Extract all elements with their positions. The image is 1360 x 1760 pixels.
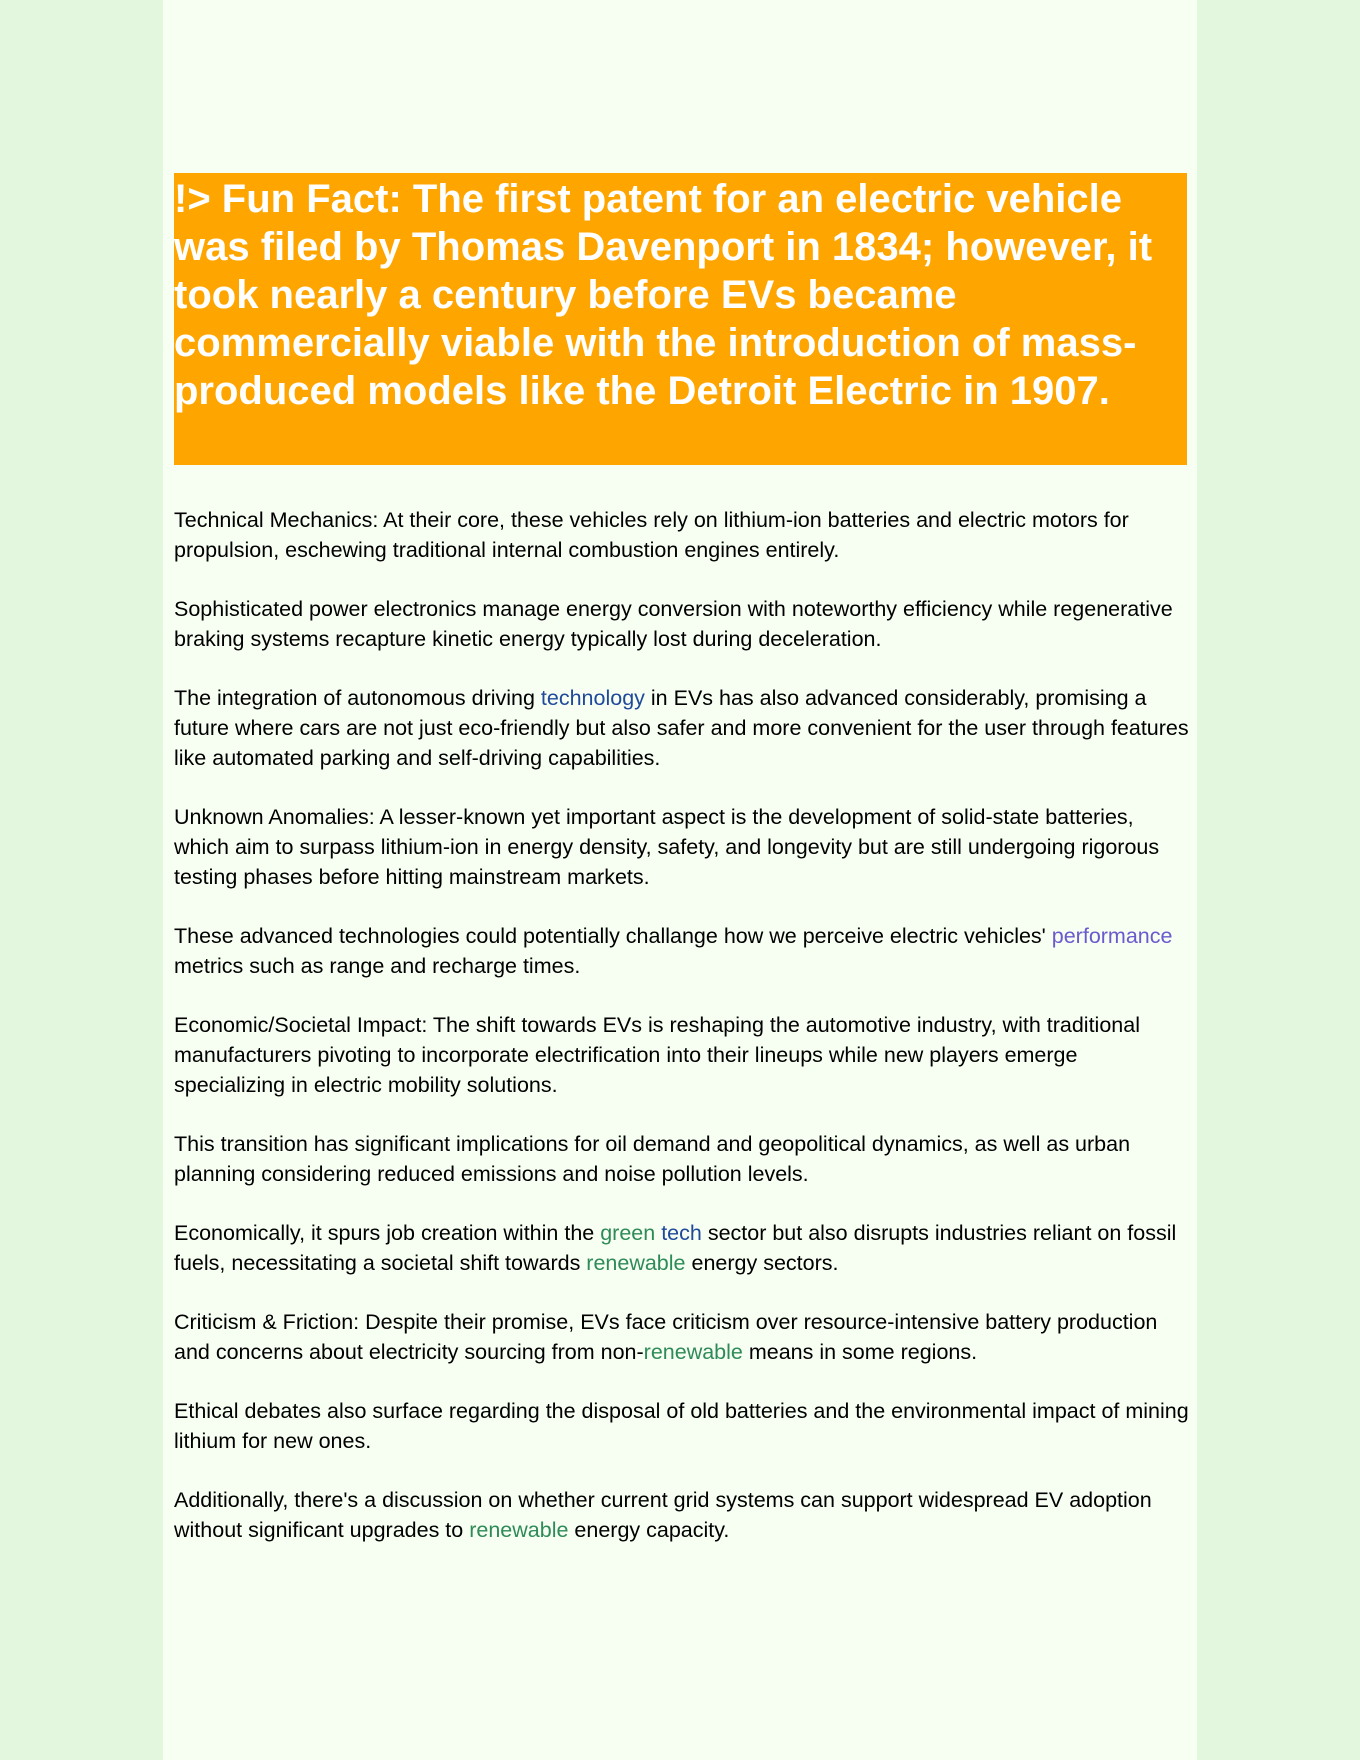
document-page — [163, 0, 1197, 1760]
paragraph-advanced-technologies — [174, 921, 1190, 981]
paragraph-text: Additionally, there's a discussion on whether current grid systems can support widespread EV adoption without significant upgrades to — [174, 1488, 1152, 1542]
fun-fact-callout — [174, 173, 1187, 465]
keyword-renewable: renewable — [586, 1251, 686, 1275]
paragraph-text: metrics such as range and recharge times. — [174, 954, 581, 978]
paragraph-criticism — [174, 1307, 1190, 1367]
keyword-renewable: renewable — [469, 1518, 569, 1542]
keyword-performance: performance — [1051, 924, 1173, 948]
paragraph-unknown-anomalies: Unknown Anomalies: A lesser-known yet important aspect is the development of solid-state batteries, which aim to surpass lithium-ion in energy density, safety, and longevity but are still undergoing rigorous testing phases before hitting mainstream markets. — [174, 805, 1160, 889]
paragraph-text: These advanced technologies could potentially challange how we perceive electric vehicles' — [174, 924, 1052, 948]
paragraph-text: energy capacity. — [568, 1518, 730, 1542]
paragraph-technical-mechanics: Technical Mechanics: At their core, these vehicles rely on lithium-ion batteries and electric motors for propulsion, eschewing traditional internal combustion engines entirely. — [174, 508, 1129, 562]
paragraph-text: means in some regions. — [742, 1340, 978, 1364]
paragraph-text: sector but also disrupts industries reliant on fossil fuels, necessitating a societal shift towards — [174, 1221, 1177, 1275]
paragraph-grid-systems — [174, 1485, 1190, 1545]
paragraph-ethical-debates: Ethical debates also surface regarding the disposal of old batteries and the environmental impact of mining lithium for new ones. — [174, 1399, 1189, 1453]
paragraph-text: energy sectors. — [685, 1251, 839, 1275]
keyword-technology: technology — [540, 686, 645, 710]
keyword-green: green — [600, 1221, 656, 1245]
paragraph-job-creation — [174, 1218, 1190, 1278]
paragraph-text: Economically, it spurs job creation within the — [174, 1221, 601, 1245]
keyword-renewable: renewable — [643, 1340, 743, 1364]
paragraph-economic-impact: Economic/Societal Impact: The shift towards EVs is reshaping the automotive industry, with traditional manufacturers pivoting to incorporate electrification into their lineups while new players emerge specializing in electric mobility solutions. — [174, 1013, 1140, 1097]
paragraph-transition: This transition has significant implications for oil demand and geopolitical dynamics, as well as urban planning considering reduced emissions and noise pollution levels. — [174, 1132, 1131, 1186]
paragraph-text: in EVs has also advanced considerably, promising a future where cars are not just eco-friendly but also safer and more convenient for the user through features like automated parking and self-driving capabilities. — [174, 686, 1189, 770]
paragraph-text: The integration of autonomous driving — [174, 686, 541, 710]
paragraph-text: Criticism & Friction: Despite their promise, EVs face criticism over resource-intensive battery production and concerns about electricity sourcing from non- — [174, 1310, 1158, 1364]
fun-fact-text: !> Fun Fact: The first patent for an electric vehicle was filed by Thomas Davenport in 1834; however, it took nearly a century before EVs became commercially viable with the introduction of mass-produced models like the Detroit Electric in 1907. — [174, 177, 1153, 413]
paragraph-autonomous-driving — [174, 683, 1190, 773]
article-body — [174, 505, 1190, 1574]
keyword-tech: tech — [661, 1221, 702, 1245]
paragraph-power-electronics: Sophisticated power electronics manage energy conversion with noteworthy efficiency while regenerative braking systems recapture kinetic energy typically lost during deceleration. — [174, 597, 1173, 651]
